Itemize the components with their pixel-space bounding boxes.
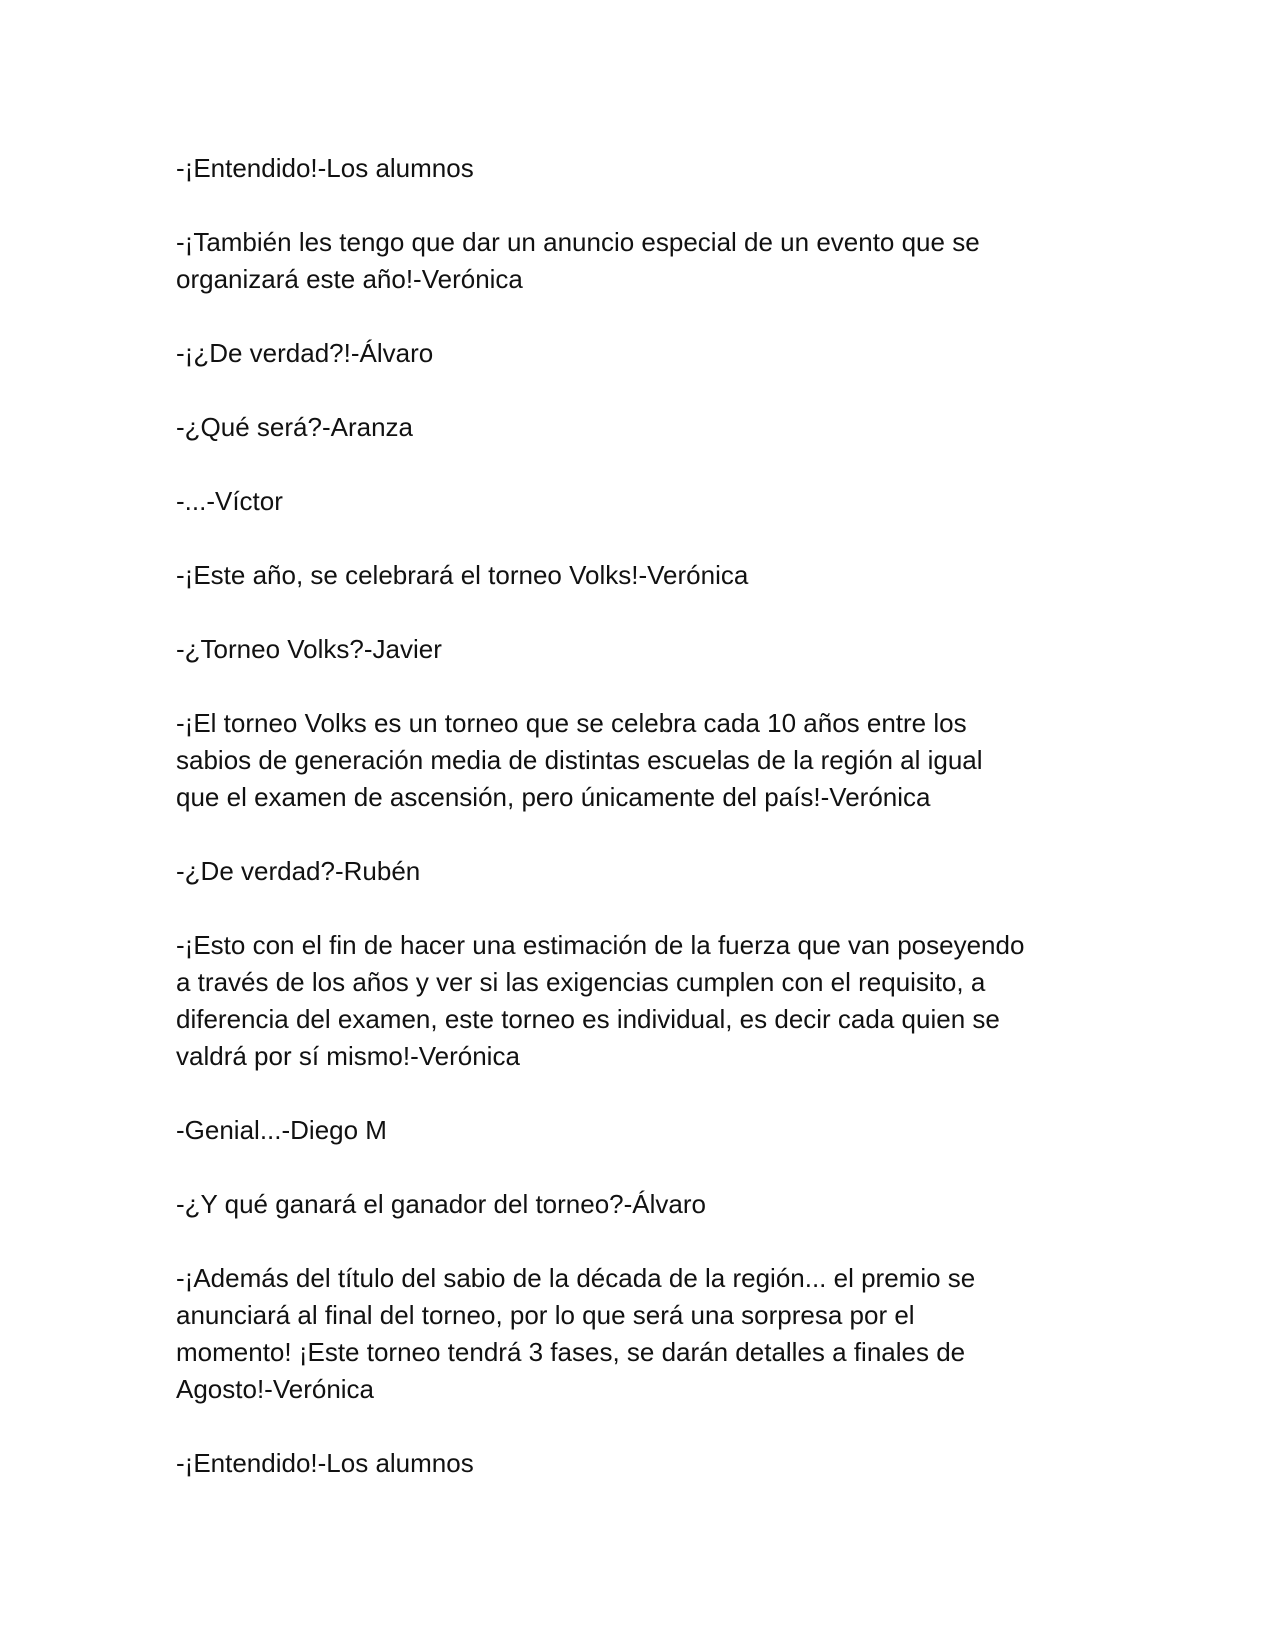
document-body	[176, 150, 1096, 1519]
paragraph-5: -...-Víctor	[176, 486, 283, 516]
paragraph-14: -¡Entendido!-Los alumnos	[176, 1448, 474, 1478]
paragraph-13: -¡Además del título del sabio de la década de la región... el premio se anunciará al final del torneo, por lo que será una sorpresa por el momento! ¡Este torneo tendrá 3 fases, se darán detalles a finales de Agosto!-Verónica	[176, 1263, 976, 1404]
paragraph-1: -¡Entendido!-Los alumnos	[176, 153, 474, 183]
paragraph-4: -¿Qué será?-Aranza	[176, 412, 413, 442]
paragraph-8: -¡El torneo Volks es un torneo que se celebra cada 10 años entre los sabios de generación media de distintas escuelas de la región al igual que el examen de ascensión, pero únicamente del país!-Verónica	[176, 708, 983, 812]
paragraph-2: -¡También les tengo que dar un anuncio especial de un evento que se organizará este año!-Verónica	[176, 227, 980, 294]
paragraph-9: -¿De verdad?-Rubén	[176, 856, 421, 886]
paragraph-3: -¡¿De verdad?!-Álvaro	[176, 338, 434, 368]
paragraph-6: -¡Este año, se celebrará el torneo Volks!-Verónica	[176, 560, 749, 590]
paragraph-7: -¿Torneo Volks?-Javier	[176, 634, 442, 664]
paragraph-11: -Genial...-Diego M	[176, 1115, 387, 1145]
paragraph-12: -¿Y qué ganará el ganador del torneo?-Álvaro	[176, 1189, 706, 1219]
paragraph-10: -¡Esto con el fin de hacer una estimación de la fuerza que van poseyendo a través de los años y ver si las exigencias cumplen con el requisito, a diferencia del examen, este torneo es individual, es decir cada quien se valdrá por sí mismo!-Verónica	[176, 930, 1025, 1071]
